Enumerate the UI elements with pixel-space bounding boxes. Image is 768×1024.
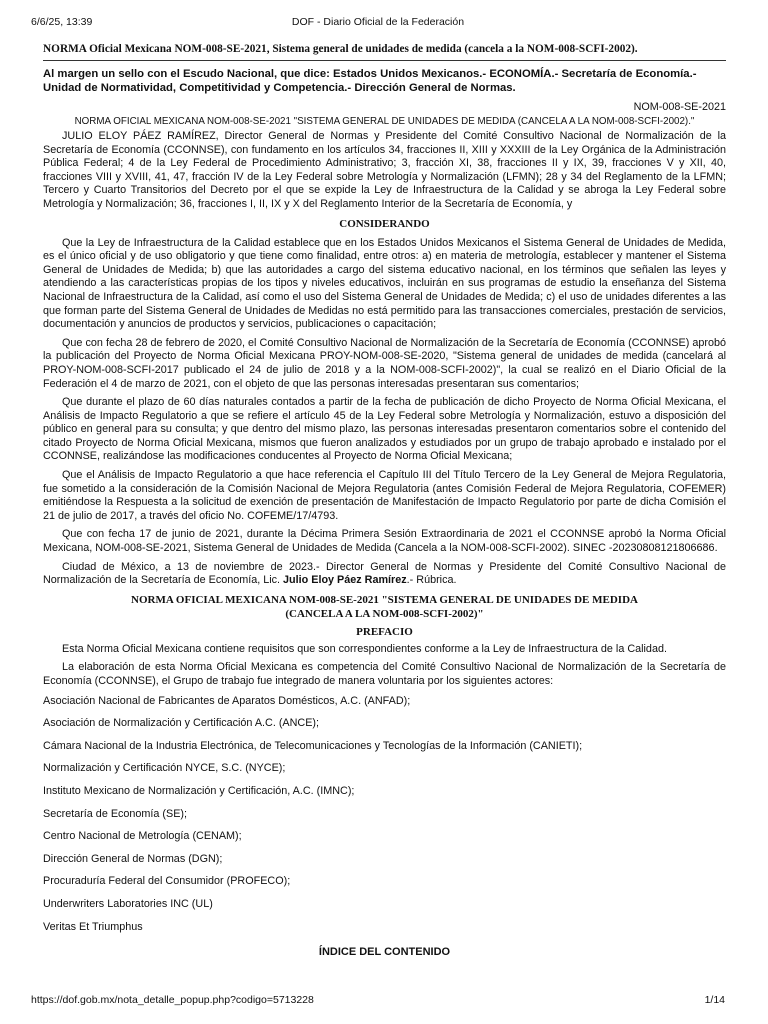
index-heading: ÍNDICE DEL CONTENIDO <box>318 946 451 959</box>
considerando-paragraph: Que con fecha 28 de febrero de 2020, el Comité Consultivo Nacional de Normalización de la Secretaría de Economía (CCONNSE) aprobó la publicación del Proyecto de Norma Oficial Mexicana PROY-NOM-008-SE-2020, "Sistema general de unidades de medida (cancelará al PROY-NOM-008-SCFI-2017 publicado el 24 de julio de 2018 y a la NOM-008-SCFI-2002)", la cual se realizó en el Diario Oficial de la Federación el 4 de marzo de 2021, con el objeto de que las personas interesadas presentaran sus comentarios; <box>43 336 726 390</box>
list-item: Centro Nacional de Metrología (CENAM); <box>43 830 242 843</box>
considerando-paragraph: Que con fecha 17 de junio de 2021, durante la Décima Primera Sesión Extraordinaria de 2021 el CCONNSE aprobó la Norma Oficial Mexicana, NOM-008-SE-2021, Sistema General de Unidades de Medida (Cancela a la NOM-008-SCFI-2002). SINEC -20230808121806686. <box>43 528 726 555</box>
print-datetime: 6/6/25, 13:39 <box>31 16 93 28</box>
list-item: Secretaría de Economía (SE); <box>43 807 188 820</box>
considerando-heading: CONSIDERANDO <box>339 217 430 230</box>
seal-note: Al margen un sello con el Escudo Nacional, que dice: Estados Unidos Mexicanos.- ECONOMÍA.- Secretaría de Economía.- Unidad de Normatividad, Competitividad y Competencia.- Dirección General de Normas. <box>43 68 697 94</box>
list-item: Asociación Nacional de Fabricantes de Aparatos Domésticos, A.C. (ANFAD); <box>43 694 411 707</box>
intro-paragraph: JULIO ELOY PÁEZ RAMÍREZ, Director General de Normas y Presidente del Comité Consultivo Nacional de Normalización de la Secretaría de Economía (CCONNSE), con fundamento en los artículos 34, fracciones II, XIII y XXXIII de la Ley Orgánica de la Administración Pública Federal; 4 de la Ley Federal de Procedimiento Administrativo; 3, fracción XI, 38, fracciones II y IX, 39, fracciones V y XII, 40, fracciones VIII y XVIII, 41, 47, fracción IV de la Ley Federal sobre Metrología y Normalización (LFMN); 28 y 34 del Reglamento de la LFMN; Tercero y Cuarto Transitorios del Decreto por el que se expide la Ley de Infraestructura de la Calidad y se abroga la Ley Federal sobre Metrología y Normalización; 36, fracciones I, II, IX y X del Reglamento Interior de la Secretaría de Economía, y <box>43 130 726 210</box>
considerando-paragraph: Que durante el plazo de 60 días naturales contados a partir de la fecha de publicación de dicho Proyecto de Norma Oficial Mexicana, el Análisis de Impacto Regulatorio a que se refiere el artículo 45 de la Ley Federal sobre Metrología y Normalización, estuvo a disposición del público en general para su consulta; y que dentro del mismo plazo, las personas interesadas presentaron comentarios sobre el contenido del citado Proyecto de Norma Oficial Mexicana, mismos que fueron analizados y estudiados por un grupo de trabajo aprobado e instalado por el CCONNSE, realizándose las modificaciones conducentes al Proyecto de Norma Oficial Mexicana; <box>43 396 726 463</box>
print-url: https://dof.gob.mx/nota_detalle_popup.php?codigo=5713228 <box>31 994 314 1006</box>
signer-name: Julio Eloy Páez Ramírez <box>283 574 407 587</box>
list-item: Veritas Et Triumphus <box>43 920 143 933</box>
list-item: Normalización y Certificación NYCE, S.C. (NYCE); <box>43 762 286 775</box>
closing-text: Ciudad de México, a 13 de noviembre de 2023.- Director General de Normas y Presidente del Comité Consultivo Nacional de Normalización de la Secretaría de Economía, Lic. <box>43 560 726 587</box>
considerando-paragraph: Que la Ley de Infraestructura de la Calidad establece que en los Estados Unidos Mexicanos el Sistema General de Unidades de Medida, es el único oficial y de uso obligatorio y que tiene como finalidad, entre otros: a) en materia de metrología, establecer y mantener el Sistema General de Unidades de Medida; b) que las autoridades a cargo del sistema educativo nacional, en los términos que señalen las leyes y atendiendo a las características propias de los tipos y niveles educativos, incluirán en sus programas de estudio la enseñanza del Sistema Nacional de Infraestructura de la Calidad, así como el uso del Sistema General de Unidades de Medida; c) el uso de unidades diferentes a las que forman parte del Sistema General de Unidades de Medidas no está permitido para las transacciones comerciales, prestación de servicios, documentación y anuncios de productos y servicios, publicaciones o capacitación; <box>43 236 726 331</box>
document-title: NORMA Oficial Mexicana NOM-008-SE-2021, Sistema general de unidades de medida (cancela a la NOM-008-SCFI-2002). <box>43 43 726 61</box>
list-item: Underwriters Laboratories INC (UL) <box>43 897 213 910</box>
closing-rubrica: .- Rúbrica. <box>406 574 457 587</box>
print-page-title: DOF - Diario Oficial de la Federación <box>291 16 465 28</box>
closing-paragraph <box>43 561 726 588</box>
norm-heading-line: NORMA OFICIAL MEXICANA NOM-008-SE-2021 "SISTEMA GENERAL DE UNIDADES DE MEDIDA <box>131 593 638 606</box>
list-item: Asociación de Normalización y Certificación A.C. (ANCE); <box>43 717 320 730</box>
print-header <box>31 16 725 30</box>
members-list <box>43 694 726 943</box>
document-body <box>43 43 726 958</box>
prefacio-paragraph: Esta Norma Oficial Mexicana contiene requisitos que son correspondientes conforme a la Ley de Infraestructura de la Calidad. <box>62 642 667 655</box>
prefacio-heading: PREFACIO <box>356 625 413 638</box>
page-number: 1/14 <box>704 994 725 1006</box>
norm-code-ref: NOM-008-SE-2021 <box>633 101 726 113</box>
norm-subtitle: NORMA OFICIAL MEXICANA NOM-008-SE-2021 "SISTEMA GENERAL DE UNIDADES DE MEDIDA (CANCELA A LA NOM-008-SCFI-2002)." <box>74 116 695 127</box>
list-item: Instituto Mexicano de Normalización y Certificación, A.C. (IMNC); <box>43 784 355 797</box>
norm-heading <box>43 593 726 621</box>
list-item: Dirección General de Normas (DGN); <box>43 852 223 865</box>
print-footer <box>31 994 725 1008</box>
list-item: Procuraduría Federal del Consumidor (PROFECO); <box>43 875 291 888</box>
norm-heading-line: (CANCELA A LA NOM-008-SCFI-2002)" <box>285 607 484 620</box>
list-item: Cámara Nacional de la Industria Electrónica, de Telecomunicaciones y Tecnologías de la Información (CANIETI); <box>43 739 583 752</box>
considerando-paragraph: Que el Análisis de Impacto Regulatorio a que hace referencia el Capítulo III del Título Tercero de la Ley General de Mejora Regulatoria, fue sometido a la consideración de la Comisión Nacional de Mejora Regulatoria (antes Comisión Federal de Mejora Regulatoria, COFEMER) emitiéndose la Respuesta a la solicitud de exención de presentación de Manifestación de Impacto Regulatorio por parte de dicha Comisión el 21 de julio de 2017, a través del oficio No. COFEME/17/4793. <box>43 469 726 522</box>
prefacio-paragraph: La elaboración de esta Norma Oficial Mexicana es competencia del Comité Consultivo Nacional de Normalización de la Secretaría de Economía (CCONNSE), el Grupo de trabajo fue integrado de manera voluntaria por los siguientes actores: <box>43 661 726 687</box>
